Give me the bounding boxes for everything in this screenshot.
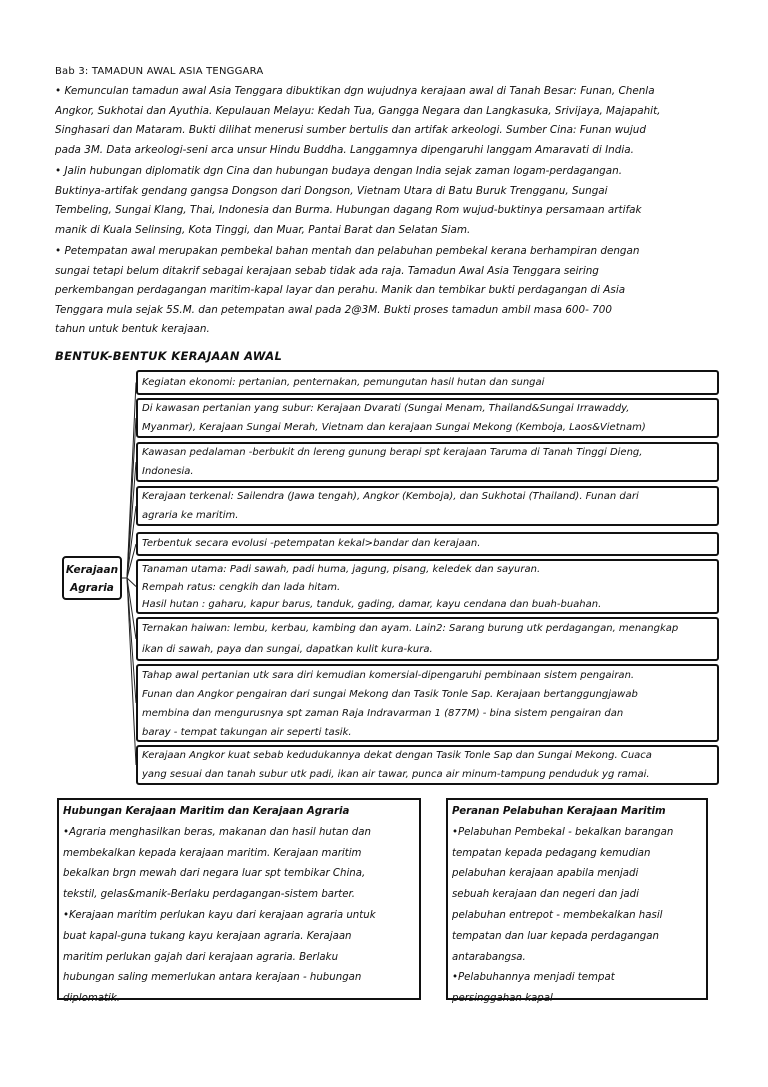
branch-node-line: Ternakan haiwan: lembu, kerbau, kambing dan ayam. Lain2: Sarang burung utk perdagangan, menangkap — [142, 623, 679, 634]
branch-node-line: Funan dan Angkor pengairan dari sungai Mekong dan Tasik Tonle Sap. Kerajaan bertanggungjawab — [142, 689, 638, 700]
branch-node-line: Di kawasan pertanian yang subur: Kerajaan Dvarati (Sungai Menam, Thailand&Sungai Irrawaddy, — [142, 403, 630, 414]
intro-line: sungai tetapi belum ditakrif sebagai kerajaan sebab tidak ada raja. Tamadun Awal Asia Tenggara seiring — [55, 264, 599, 277]
branch-node-1 — [136, 370, 719, 395]
bullet-icon: • — [55, 85, 65, 97]
intro-line: Petempatan awal merupakan pembekal bahan mentah dan pelabuhan pembekal kerana berhampiran dengan — [64, 245, 640, 257]
branch-node-line: baray - tempat takungan air seperti tasik. — [142, 727, 352, 738]
intro-line: Tembeling, Sungai Klang, Thai, Indonesia dan Burma. Hubungan dagang Rom wujud-buktinya persamaan artifak — [55, 204, 642, 217]
branch-node-line: Tahap awal pertanian utk sara diri kemudian komersial-dipengaruhi pembinaan sistem pengairan. — [142, 670, 635, 681]
chapter-title: Bab 3: TAMADUN AWAL ASIA TENGGARA — [55, 66, 264, 77]
root-node-kerajaan-agraria — [62, 556, 122, 600]
intro-line: pada 3M. Data arkeologi-seni arca unsur Hindu Buddha. Langgamnya dipengaruhi langgam Amaravati di India. — [55, 143, 634, 156]
right-box-line: antarabangsa. — [452, 951, 526, 963]
right-box-line: tempatan kepada pedagang kemudian — [452, 847, 651, 859]
intro-line: Jalin hubungan diplomatik dgn Cina dan hubungan budaya dengan India sejak zaman logam-perdagangan. — [64, 165, 623, 177]
left-box-line: diplomatik. — [63, 993, 120, 1005]
left-box-line: maritim perlukan gajah dari kerajaan agraria. Berlaku — [63, 951, 339, 963]
branch-node-line: yang sesuai dan tanah subur utk padi, ikan air tawar, punca air minum-tampung penduduk yg ramai. — [142, 768, 650, 780]
left-box-line: membekalkan kepada kerajaan maritim. Kerajaan maritim — [63, 847, 362, 859]
section-title: BENTUK-BENTUK KERAJAAN AWAL — [55, 349, 283, 363]
right-box-line: pelabuhan entrepot - membekalkan hasil — [452, 909, 663, 921]
branch-node-5 — [136, 532, 719, 556]
right-box-line: pelabuhan kerajaan apabila menjadi — [452, 868, 639, 880]
branch-node-4 — [136, 486, 719, 526]
intro-line: Kemunculan tamadun awal Asia Tenggara dibuktikan dgn wujudnya kerajaan awal di Tanah Besar: Funan, Chenla — [64, 85, 655, 97]
branch-node-9 — [136, 745, 719, 785]
relation-box-heading: Hubungan Kerajaan Maritim dan Kerajaan Agraria — [63, 806, 350, 817]
intro-line: Tenggara mula sejak 5S.M. dan petempatan awal pada 2@3M. Bukti proses tamadun ambil masa 600- 700 — [55, 303, 613, 316]
left-box-line: hubungan saling memerlukan antara kerajaan - hubungan — [63, 972, 362, 984]
maritim-agraria-relation-box — [57, 798, 421, 1005]
branch-node-line: ikan di sawah, paya dan sungai, dapatkan kulit kura-kura. — [142, 643, 433, 655]
right-box-line: •Pelabuhannya menjadi tempat — [452, 972, 615, 984]
root-label-line-1: Kerajaan — [65, 564, 119, 576]
right-box-line: sebuah kerajaan dan negeri dan jadi — [452, 889, 639, 901]
left-box-line: bekalkan brgn mewah dari negara luar spt tembikar China, — [63, 868, 366, 880]
branch-node-line: Rempah ratus: cengkih dan lada hitam. — [142, 581, 341, 593]
intro-line: manik di Kuala Selinsing, Kota Tinggi, dan Muar, Pantai Barat dan Selatan Siam. — [55, 223, 471, 236]
left-box-line: tekstil, gelas&manik-Berlaku perdagangan-sistem barter. — [63, 889, 355, 901]
branch-node-2 — [136, 398, 719, 438]
bullet-icon: • — [55, 245, 65, 257]
branch-node-7 — [136, 617, 719, 661]
right-box-line: tempatan dan luar kepada perdagangan — [452, 930, 659, 942]
branch-node-line: Kerajaan Angkor kuat sebab kedudukannya dekat dengan Tasik Tonle Sap dan Sungai Mekong. Cuaca — [142, 750, 652, 761]
branch-node-line: Terbentuk secara evolusi -petempatan kekal>bandar dan kerajaan. — [142, 538, 481, 549]
intro-line: Angkor, Sukhotai dan Ayuthia. Kepulauan Melayu: Kedah Tua, Gangga Negara dan Langkasuka, Srivijaya, Majapahit, — [55, 104, 661, 117]
right-box-line: persinggahan kapal — [452, 993, 553, 1005]
intro-line: Buktinya-artifak gendang gangsa Dongson dari Dongson, Vietnam Utara di Batu Buruk Trengganu, Sungai — [55, 184, 608, 197]
maritim-port-role-box — [446, 798, 708, 1005]
branch-node-line: Indonesia. — [142, 465, 194, 477]
branch-node-3 — [136, 442, 719, 482]
branch-node-line: Kawasan pedalaman -berbukit dn lereng gunung berapi spt kerajaan Taruma di Tanah Tinggi Dieng, — [142, 447, 643, 458]
root-label-line-2: Agraria — [70, 582, 114, 594]
intro-line: tahun untuk bentuk kerajaan. — [55, 323, 210, 336]
branch-node-line: Kerajaan terkenal: Sailendra (Jawa tengah), Angkor (Kemboja), dan Sukhotai (Thailand). Funan dari — [142, 491, 639, 502]
branch-node-8 — [136, 664, 719, 742]
branch-node-line: Kegiatan ekonomi: pertanian, penternakan, pemungutan hasil hutan dan sungai — [142, 377, 545, 388]
branch-node-line: Tanaman utama: Padi sawah, padi huma, jagung, pisang, keledek dan sayuran. — [142, 564, 541, 575]
right-box-line: •Pelabuhan Pembekal - bekalkan barangan — [452, 826, 674, 838]
branch-node-line: Myanmar), Kerajaan Sungai Merah, Vietnam dan kerajaan Sungai Mekong (Kemboja, Laos&Vietnam) — [142, 421, 646, 433]
left-box-line: •Agraria menghasilkan beras, makanan dan hasil hutan dan — [63, 826, 371, 838]
branch-node-line: agraria ke maritim. — [142, 509, 239, 521]
branch-node-line: Hasil hutan : gaharu, kapur barus, tanduk, gading, damar, kayu cendana dan buah-buahan. — [142, 599, 602, 610]
intro-line: perkembangan perdagangan maritim-kapal layar dan perahu. Manik dan tembikar bukti perdagangan di Asia — [55, 284, 626, 297]
connector-line-2 — [127, 418, 136, 578]
intro-line: Singhasari dan Mataram. Bukti dilihat menerusi sumber bertulis dan artifak arkeologi. Sumber Cina: Funan wujud — [55, 124, 646, 137]
left-box-line: •Kerajaan maritim perlukan kayu dari kerajaan agraria untuk — [63, 909, 376, 921]
port-box-heading: Peranan Pelabuhan Kerajaan Maritim — [452, 806, 666, 817]
branch-node-line: membina dan mengurusnya spt zaman Raja Indravarman 1 (877M) - bina sistem pengairan dan — [142, 708, 624, 719]
branch-node-6 — [136, 559, 719, 614]
left-box-line: buat kapal-guna tukang kayu kerajaan agraria. Kerajaan — [63, 930, 352, 942]
bullet-icon: • — [55, 165, 65, 177]
